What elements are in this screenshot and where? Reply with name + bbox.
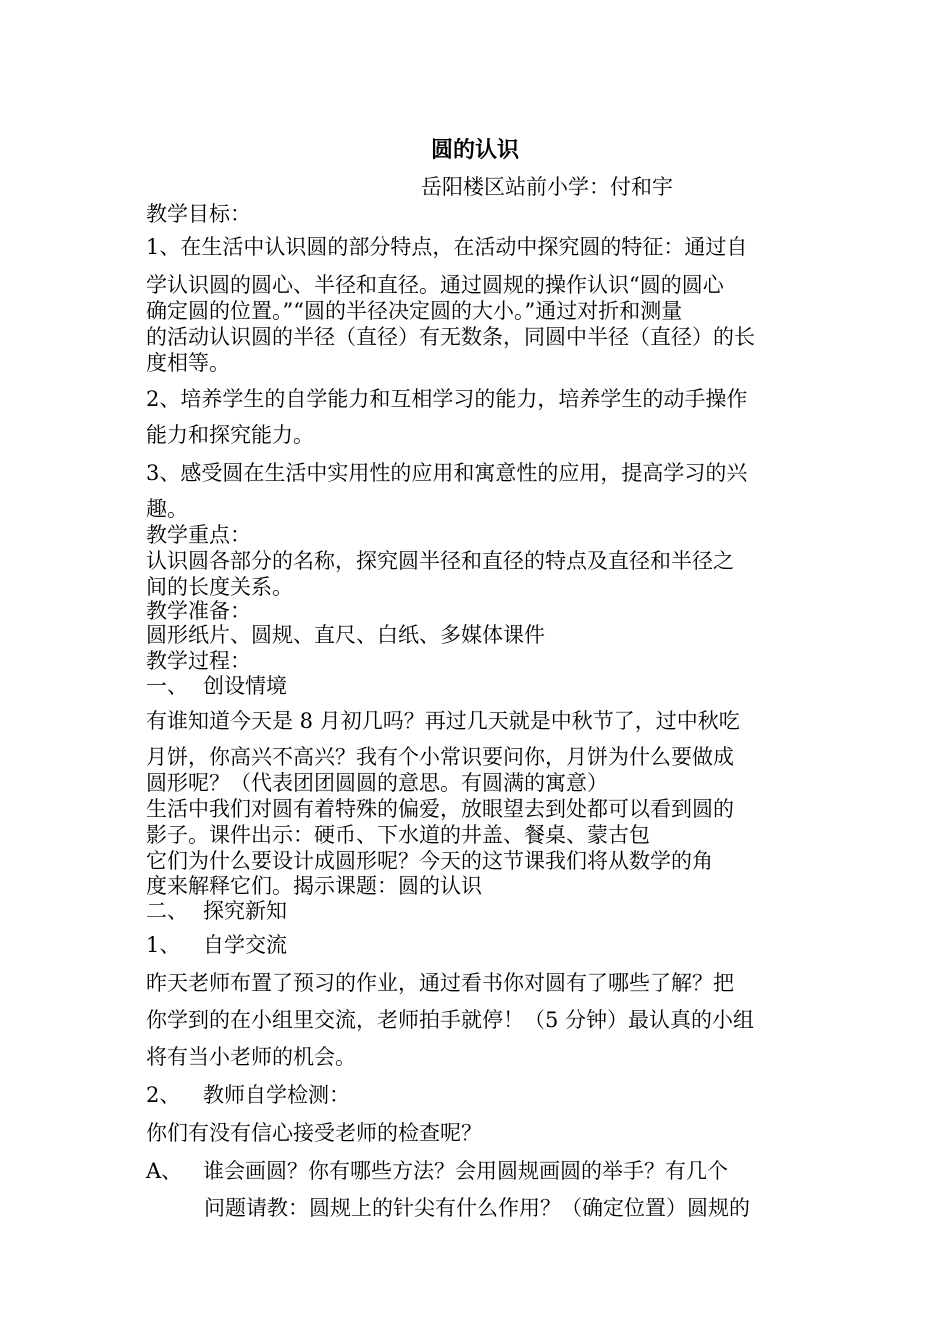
goal-1-line-2: 学认识圆的圆心、半径和直径。通过圆规的操作认识“圆的圆心 (146, 273, 724, 297)
sub1-text-line-3: 将有当小老师的机会。 (146, 1045, 356, 1069)
subsection-1-number: 1、 (146, 933, 181, 957)
goal-3-line-2: 趣。 (146, 497, 188, 521)
s1-p1-line-1: 有谁知道今天是 8 月初几吗？再过几天就是中秋节了，过中秋吃 (146, 709, 740, 733)
section-1-heading (146, 673, 287, 699)
s1-p3-line-2: 度来解释它们。揭示课题：圆的认识 (146, 874, 482, 898)
prep-text: 圆形纸片、圆规、直尺、白纸、多媒体课件 (146, 623, 545, 647)
goal-1-line-4: 的活动认识圆的半径（直径）有无数条，同圆中半径（直径）的长 (146, 325, 755, 349)
subsection-1-title: 自学交流 (203, 933, 287, 957)
section-2-heading (146, 898, 287, 924)
prep-heading: 教学准备： (146, 599, 251, 623)
goal-2-line-1: 2、培养学生的自学能力和互相学习的能力，培养学生的动手操作 (146, 387, 748, 411)
item-a-line-1 (146, 1158, 728, 1184)
subsection-2-title: 教师自学检测： (203, 1083, 350, 1107)
author-line: 岳阳楼区站前小学：付和宇 (421, 175, 673, 199)
subsection-2-heading (146, 1082, 350, 1108)
section-2-title: 探究新知 (203, 899, 287, 923)
s1-p3-line-1: 它们为什么要设计成圆形呢？今天的这节课我们将从数学的角 (146, 849, 713, 873)
s1-p2-line-2: 影子。课件出示：硬币、下水道的井盖、餐桌、蒙古包 (146, 823, 650, 847)
section-1-title: 创设情境 (203, 674, 287, 698)
goal-1-line-3: 确定圆的位置。”“圆的半径决定圆的大小。”通过对折和测量 (146, 299, 683, 323)
s1-p2-line-1: 生活中我们对圆有着特殊的偏爱，放眼望去到处都可以看到圆的 (146, 797, 734, 821)
goal-1-line-5: 度相等。 (146, 351, 230, 375)
goal-2-line-2: 能力和探究能力。 (146, 423, 314, 447)
sub2-text: 你们有没有信心接受老师的检查呢？ (146, 1121, 482, 1145)
section-2-number: 二、 (146, 899, 188, 923)
document-title: 圆的认识 (430, 138, 519, 163)
process-heading: 教学过程： (146, 649, 251, 673)
item-a-text-1: 谁会画圆？你有哪些方法？会用圆规画圆的举手？有几个 (203, 1159, 728, 1183)
item-a-marker: A、 (146, 1159, 183, 1183)
subsection-2-number: 2、 (146, 1083, 181, 1107)
goal-1-line-1: 1、在生活中认识圆的部分特点，在活动中探究圆的特征：通过自 (146, 235, 748, 259)
key-heading: 教学重点： (146, 523, 251, 547)
item-a-line-2: 问题请教：圆规上的针尖有什么作用？（确定位置）圆规的 (204, 1196, 750, 1220)
sub1-text-line-1: 昨天老师布置了预习的作业，通过看书你对圆有了哪些了解？把 (146, 971, 734, 995)
key-text-line-2: 间的长度关系。 (146, 575, 293, 599)
key-text-line-1: 认识圆各部分的名称，探究圆半径和直径的特点及直径和半径之 (146, 549, 734, 573)
sub1-text-line-2: 你学到的在小组里交流，老师拍手就停！（5 分钟）最认真的小组 (146, 1008, 755, 1032)
goals-heading: 教学目标： (146, 202, 251, 226)
section-1-number: 一、 (146, 674, 188, 698)
subsection-1-heading (146, 932, 287, 958)
s1-p1-line-3: 圆形呢？（代表团团圆圆的意思。有圆满的寓意） (146, 771, 608, 795)
s1-p1-line-2: 月饼，你高兴不高兴？我有个小常识要问你，月饼为什么要做成 (146, 745, 734, 769)
goal-3-line-1: 3、感受圆在生活中实用性的应用和寓意性的应用，提高学习的兴 (146, 461, 748, 485)
